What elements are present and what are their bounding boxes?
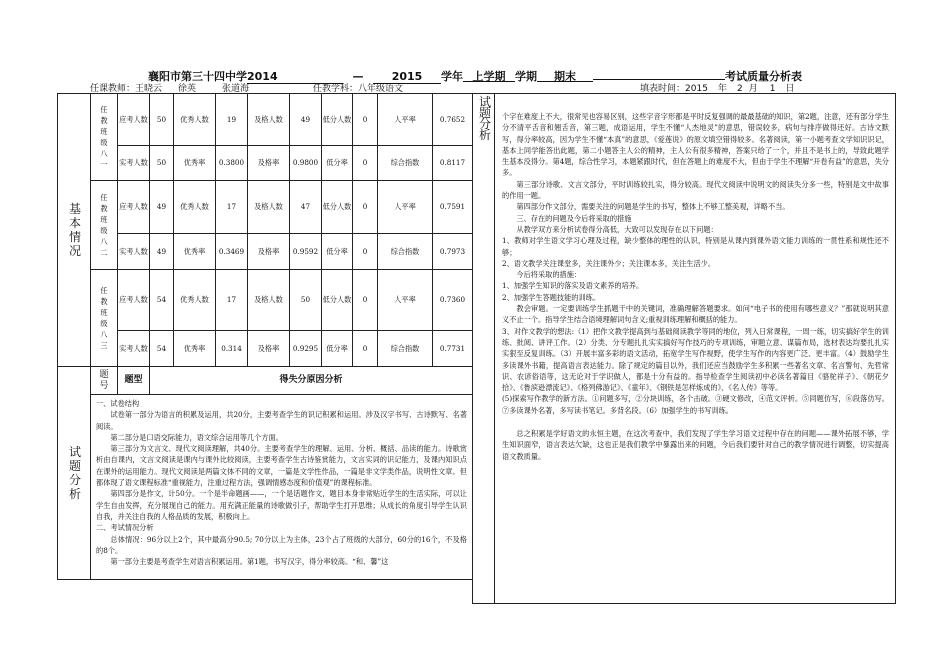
stat-cell: 低分人数 [322,94,353,146]
stat-cell: 综合指数 [378,146,433,181]
stat-cell: 实考人数 [118,331,150,367]
stat-cell: 优秀率 [174,234,216,270]
stat-cell: 应考人数 [118,270,150,331]
class-name-cell: 任教班级八二 [91,181,118,270]
stat-cell: 及格人数 [248,94,290,146]
stat-cell: 49 [290,94,322,146]
stat-cell: 优秀率 [174,146,216,181]
stat-cell: 实考人数 [118,234,150,270]
year-dash: — [352,70,364,83]
analysis-left-text [91,395,473,580]
stat-cell: 优秀人数 [174,94,216,146]
stat-cell: 0.7731 [433,331,473,367]
stat-cell: 低分率 [322,331,353,367]
teacher-name: 徐英 [178,84,197,94]
paragraph: 总体情况：96分以上2个，其中最高分90.5; 70分以上为主体，23个占了班级的大部分，60分的16个，不及格的8个。 [96,534,467,555]
stat-cell: 及格人数 [248,181,290,234]
stat-cell: 0.3800 [216,146,248,181]
stat-cell: 49 [150,234,174,270]
xuenian-label: 学年 [441,70,463,83]
stat-cell: 应考人数 [118,94,150,146]
school-name: 襄阳市第三十四中学 [148,70,247,83]
teacher-name: 王晓云 [135,84,163,94]
stat-cell: 0.9295 [290,331,322,367]
teacher-name: 张道海 [222,84,250,94]
paragraph: 1、教师对学生语文学习心理及过程，缺少整体的理性的认识，特别是从课内到课外语文能力训练的一贯性系和规性还不够； [502,236,889,257]
stat-cell: 0.3469 [216,234,248,270]
paragraph: 个字在难度上不大，很常见也容易区别，这些字音字形都是平时反复强调的最最基础的知识，第2题，注意，还有部分学生分不清平舌音和翘舌音，第三题，成语运用，学生不懂“人杰地灵”的意思，错误较多，病句与排序做得还好。古诗文默写，得分率较高，因为学生不懂“本真”的意思，《爱莲说》的原文填空错得较多。名著阅读，第一小题考查文学知识识记，基本上同学能答出此题，第二小题答主人公的精神，主人公有很多精神，答案只给了一个，并且不是书上的，导致此题学生基本没得分。第4题，综合性学习，本题紧跟时代，但在答题上的难度不大，但由于学生不理解“开卷有益”的意思，失分多。 [502,112,889,178]
paragraph: 第三部分诗歌、文言文部分，平时训练较扎实，得分较高。现代文阅读中说明文的阅读失分多一些，特别是文中故事的作用一题。 [502,179,889,201]
date-month: 2 [736,84,743,94]
stat-cell: 0.314 [216,331,248,367]
stat-cell: 0.9800 [290,146,322,181]
stat-cell: 47 [290,181,322,234]
subject-value: 八年级语文 [358,84,404,94]
paragraph: 一、试卷结构 [96,399,140,408]
stat-cell: 及格率 [248,146,290,181]
stat-cell: 17 [216,270,248,331]
paragraph: 教会审题。一定要训练学生抓题干中的关键词，准确理解答题要求。如问“电子书的使用有哪些意义？”那就说明其意义不止一个。指导学生结合语境理解词句含义;重视训练理解和概括的能力。 [502,304,889,325]
year-start: 2014 [247,70,343,84]
paragraph: 第二部分是口语交际能力，语文综合运用等几个方面。 [110,432,283,442]
stat-cell: 17 [216,181,248,234]
semester-value: 上学期 [463,68,515,82]
paragraph: 2、语文教学关注课堂多，关注课外少；关注课本多，关注生活少。 [502,258,716,268]
xueqi-label: 学期 [515,70,537,83]
paragraph: 二、考试情况分析 [96,523,154,533]
date-label: 填表时间： [640,84,686,94]
date-day: 1 [769,84,776,94]
stat-cell: 0 [353,270,378,331]
date-line: 填表时间：2015 年 2 月 1 日 [640,84,795,94]
stat-cell: 0 [353,331,378,367]
stat-cell: 0 [353,146,378,181]
title-suffix: 考试质量分析表 [725,70,802,83]
right-section-label [472,93,494,604]
stat-cell: 低分率 [322,234,353,270]
subject-label: 任教学科： [313,84,359,94]
stat-cell: 低分人数 [322,181,353,234]
stat-cell: 0 [353,181,378,234]
paragraph: 试卷第一部分为语言的积累及运用，共20分，主要考查学生的识记积累和运用。涉及汉字书写、古诗默写、名著阅读。 [96,410,467,431]
stat-cell: 优秀人数 [174,270,216,331]
stat-cell: 及格人数 [248,270,290,331]
stat-cell: 0.8117 [433,146,473,181]
teachers-label: 任课教师： [90,84,136,94]
stat-cell: 实考人数 [118,146,150,181]
stat-cell: 0 [353,234,378,270]
stat-cell: 0.7591 [433,181,473,234]
stat-cell: 50 [290,270,322,331]
paragraph: 2、加强学生答题技能的训练。 [502,292,601,302]
stat-cell: 人平率 [378,270,433,331]
stat-cell: 优秀率 [174,331,216,367]
paragraph: 从教学双方来分析试卷得分高低，大致可以发现存在以下问题： [516,224,718,234]
paragraph: 今后将采取的措施： [516,270,582,280]
col-header-type: 题型 [118,367,150,395]
stat-cell: 19 [216,94,248,146]
stat-cell: 综合指数 [378,331,433,367]
stat-cell: 应考人数 [118,181,150,234]
stat-cell: 人平率 [378,181,433,234]
col-header-reason: 得失分原因分析 [150,367,473,395]
col-header-num: 题号 [91,367,118,395]
stat-cell: 优秀人数 [174,181,216,234]
stat-cell: 0.7360 [433,270,473,331]
paragraph: 总之积累是学好语文的永恒主题，在这次考查中，我们发现了学生学习语文过程中存在的问题——课外拓展不够，学生知识面窄，语言表达欠缺，这也正是我们教学中暴露出来的问题，今后我们要针对自己的教学情况进行调整，切实提高语文教质量。 [502,429,889,461]
paragraph: (5)探索写作教学的新方法。①问题多写，②分块训练，各个击破。③硬文修改，④范文评析。⑤同题仿写，⑥段落仿写。⑦多读课外名著，多写读书笔记。多背名段。（6）加强学生的书写训练。 [502,394,889,415]
stat-cell: 50 [150,94,174,146]
stat-cell: 54 [150,270,174,331]
stat-cell: 50 [150,146,174,181]
paragraph: 第三部分为文言文、现代文阅读理解，共40分。主要考查学生的理解、运用、分析、概括、品读的能力。诗歌赏析由自课内，文言文阅读是课内与课外比较阅读，主要考查学生古诗鉴赏能力，文言实词的识记能力，及课内知识点在课外的运用能力。现代文阅读是两篇文体不同的文章，一篇是文学性作品，一篇是非文学类作品，说明性文章。但都体现了语文课程标准“重视能力，注重过程方法，强调情感态度和价值观”的课程标准。 [96,444,467,488]
stat-cell: 低分人数 [322,270,353,331]
class-name-cell: 任教班级八三 [91,270,118,367]
paragraph: 第一部分主要是考查学生对语言积累运用。第1题，书写汉字，得分率较高。“和、馨”这 [110,557,389,567]
stat-cell: 低分率 [322,146,353,181]
paragraph: 第四部分是作文，计50分。一个是半命题画——，一个是话题作文，题目本身非常贴近学生的生活实际，可以让学生自由发挥，充分展现自己的能力。用充满正能量的诗歌做引子，帮助学生打开思维；从成长的角度引导学生认识自我，并关注自我的人格品质的发展，积极向上。 [96,489,467,521]
stat-cell: 人平率 [378,94,433,146]
stat-cell: 0.7973 [433,234,473,270]
stat-cell: 及格率 [248,331,290,367]
paragraph: 三、存在的问题及今后将采取的措施 [516,213,632,223]
stat-cell: 及格率 [248,234,290,270]
analysis-section-label: 试题分析 [58,367,91,580]
paragraph: 3、对作文教学的想法:（1）把作文教学提高到与基础阅读教学等同的地位，列入日常课程，一周一练，切实搞好学生的训练、批阅、讲评工作。（2）分类、分专题扎扎实实搞好写作技巧的专项训练，审题立意、谋篇布局，选材表达均要扎扎实实狠至反复训练。（3）开展丰富多彩的语文活动，拓宽学生写作视野，使学生写作的内容更广泛、更丰富。（4）鼓励学生多读课外书籍，提高语言表达能力。除了规定的篇目以外，我们还应当鼓励学生多积累一些著名文章、名言警句、先哲常识、农谚俗语等，这无论对于学识做人，都是十分有益的。指导检查学生阅读初中必读名著篇目《骆驼祥子》、《朝花夕拾》、《鲁滨逊漂流记》、《格列佛游记》、《童年》、《钢铁是怎样炼成的》、《名人传》等等。 [502,326,889,393]
analysis-right-text [494,93,896,604]
exam-type: 期末 [537,68,593,82]
class-name-cell: 任教班级八一 [91,94,118,181]
date-year: 2015 [685,84,708,94]
stat-cell: 综合指数 [378,234,433,270]
year-end: 2015 [373,70,441,84]
stat-cell: 0.9592 [290,234,322,270]
stat-cell: 0.7652 [433,94,473,146]
paragraph: 第四部分作文部分，需要关注的问题是学生的书写，整体上不够工整美观，详略不当。 [516,202,790,212]
basic-section-label: 基本情况 [58,94,91,367]
stat-cell: 54 [150,331,174,367]
stat-cell: 0 [353,94,378,146]
right-section-text: 试题分析 [479,95,492,142]
paragraph: 1、加强学生知识的落实及语文素养的培养。 [502,281,644,291]
stat-cell: 49 [150,181,174,234]
basic-stats-table [57,93,473,580]
